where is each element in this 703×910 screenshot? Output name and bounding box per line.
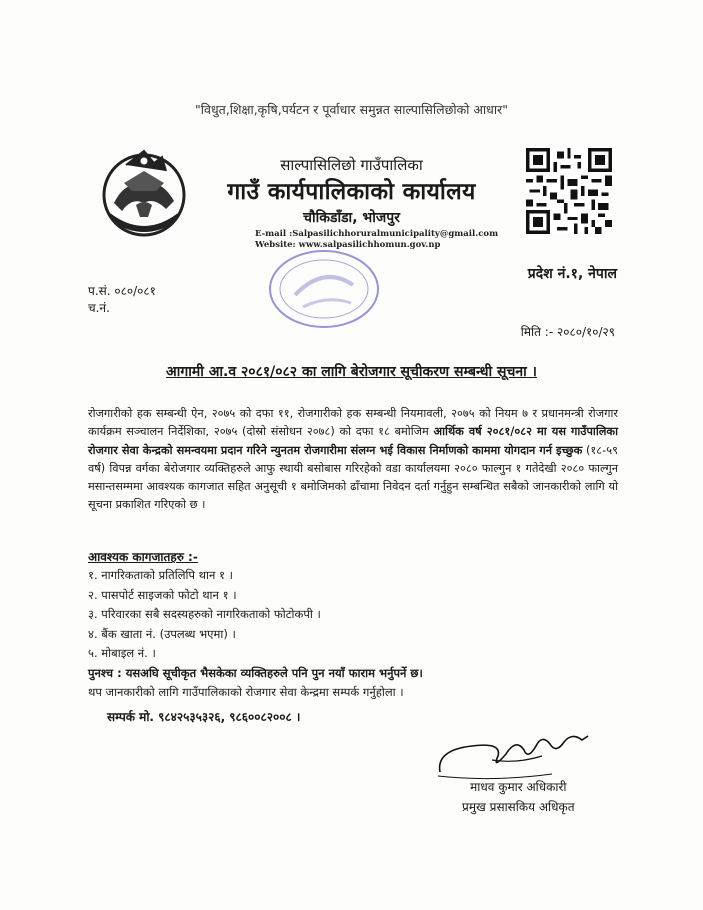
signatory-block: [462, 777, 575, 817]
postscript-text: पुनश्च : यसअघि सूचीकृत भैसकेका व्यक्तिहरुले पनि पुन नयाँ फाराम भर्नुपर्ने छ।: [88, 666, 423, 680]
official-stamp: [265, 245, 383, 333]
info-text: थप जानकारीको लागि गाउँपालिकाको रोजगार सेवा केन्द्रमा सम्पर्क गर्नुहोला ।: [88, 685, 404, 699]
reference-number: प.सं. ०८०/०८१: [88, 284, 156, 298]
motto: "विधुत,शिक्षा,कृषि,पर्यटन र पूर्वाधार समुन्नत साल्पासिलिछोको आधार": [195, 102, 508, 117]
list-item: ४. बैंक खाता नं. (उपलब्ध भएमा) ।: [88, 626, 236, 641]
body-text-bold: आर्थिक वर्ष २०८१/०८२ मा यस गाउँपालिका रोजगार सेवा केन्द्रको समन्वयमा प्रदान गरिने न्युनतम रोजगारीमा संलग्न भई विकास निर्माणको काममा योगदान गर्न इच्छुक: [88, 425, 619, 457]
list-item: ५. मोबाइल नं. ।: [88, 646, 156, 660]
qr-code-icon: [526, 148, 612, 234]
province-text: प्रदेश नं.१, नेपाल: [527, 266, 617, 282]
documents-list: [88, 566, 321, 664]
signature: [432, 720, 602, 785]
note-block: [88, 664, 423, 702]
notice-body: [88, 405, 618, 515]
body-text-2: (१८-५९ वर्ष) विपन्न वर्गका बेरोजगार व्यक्तिहरुले आफु स्थायी बसोबास गरिरहेको वडा कार्यालयमा २०८० फाल्गुन १ गतेदेखी २०८० फाल्गुन मसान्तसम्ममा आवश्यक कागजात सहित अनुसूची १ बमोजिमको ढाँचामा निवेदन दर्ता गर्नुहुन सम्बन्धित सबैको जानकारीको लागि यो सूचना प्रकाशित गरिएको छ ।: [88, 443, 618, 512]
list-item: १. नागरिकताको प्रतिलिपि थान १ ।: [88, 568, 234, 582]
list-item: ३. परिवारका सबै सदस्यहरुको नागरिकताको फोटोकपी ।: [88, 607, 321, 621]
notice-subject: [0, 362, 703, 381]
list-item: २. पासपोर्ट साइजको फोटो थान १ ।: [88, 587, 237, 602]
signatory-name: माधव कुमार अधिकारी: [470, 780, 567, 794]
notice-date: मिति :- २०८०/१०/२९: [520, 325, 615, 339]
dispatch-number: च.नं.: [88, 301, 110, 315]
documents-title: आवश्यक कागजातहरु :-: [88, 550, 198, 564]
website-text: Website: www.salpasilichhomun.gov.np: [255, 240, 441, 250]
contact-numbers: सम्पर्क मो. ९८४२५३५३२६, ९८६००८२००८ ।: [107, 710, 301, 724]
municipality-name: साल्पासिलिछो गाउँपालिका: [280, 156, 423, 174]
reference-block: [88, 283, 156, 317]
office-title: गाउँ कार्यपालिकाको कार्यालय: [227, 179, 476, 205]
body-text-1: रोजगारीको हक सम्बन्धी ऐन, २०७५ को दफा ११, रोजगारीको हक सम्बन्धी नियमावली, २०७५ को नियम ७ र प्रधानमन्त्री रोजगार कार्यक्रम सञ्चालन निर्देशिका, २०७५ (दोस्रो संसोधन २०७८) को दफा १८ बमोजिम: [88, 407, 618, 439]
signatory-title: प्रमुख प्रसासकिय अधिकृत: [462, 800, 575, 814]
email-text: E-mail :Salpasilichhoruralmunicipality@gmail.com: [255, 229, 499, 239]
subject-text: आगामी आ.व २०८१/०८२ का लागि बेरोजगार सूचीकरण सम्बन्धी सूचना ।: [166, 364, 537, 380]
office-location: चौकिडाँडा, भोजपुर: [303, 210, 400, 226]
